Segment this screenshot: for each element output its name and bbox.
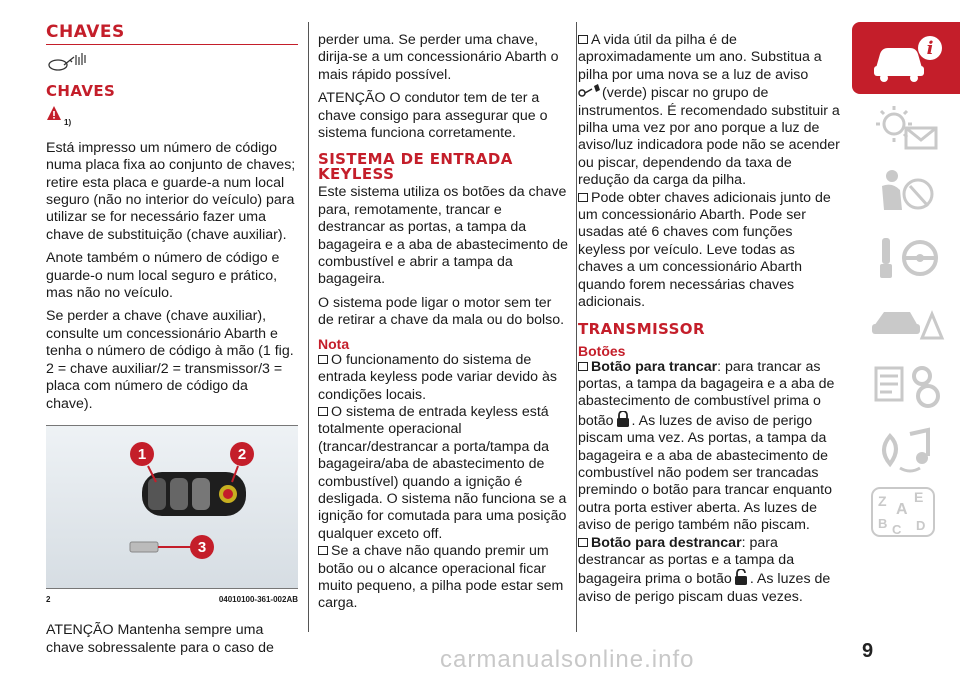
- warning-marker: 1): [46, 105, 298, 131]
- svg-text:D: D: [916, 518, 926, 533]
- column-1: [46, 22, 298, 663]
- section-title-chaves: CHAVES: [46, 22, 125, 42]
- figure-label-3: 3: [197, 538, 207, 556]
- svg-text:B: B: [878, 516, 888, 531]
- multimedia-icon: [870, 420, 950, 476]
- warning-lights-icon: [870, 100, 950, 156]
- note-item: Se a chave não quando premir um botão ou o alcance operacional ficar muito pequeno, a pilha pode estar sem carga.: [318, 543, 564, 612]
- bullet-item: A vida útil da pilha é de aproximadamente um ano. Substitua a pilha por uma nova se a luz de aviso (verde) piscar no grupo de instrumentos. É recomendado substituir a pilha uma vez por ano porque a luz de aviso/luz indicadora pode não se acender ou piscar, dependendo da taxa de redução da carga da pilha.: [578, 32, 840, 189]
- column-divider: [308, 22, 309, 632]
- lock-icon: [616, 411, 630, 427]
- figure-caption: [46, 591, 298, 608]
- tab-safety[interactable]: [852, 158, 960, 222]
- bullet-box-icon: [318, 407, 328, 416]
- tab-emergency[interactable]: [852, 286, 960, 350]
- tab-warning-lights[interactable]: [852, 94, 960, 158]
- tab-maintenance[interactable]: [852, 350, 960, 414]
- bullet-box-icon: [578, 538, 588, 547]
- column-3: [578, 32, 840, 612]
- bullet-box-icon: [318, 546, 328, 555]
- section-title-transmissor: TRANSMISSOR: [578, 319, 705, 338]
- paragraph: ATENÇÃO Mantenha sempre uma chave sobressalente para o caso de: [46, 622, 274, 656]
- figure-label-2: 2: [237, 445, 247, 463]
- key-symbol-icon: [46, 51, 298, 78]
- tab-car-info[interactable]: [852, 22, 960, 94]
- bullet-box-icon: [318, 355, 328, 364]
- figure-number: 2: [46, 594, 51, 604]
- subheading-botoes: Botões: [578, 342, 626, 359]
- figure-label-1: 1: [137, 445, 147, 463]
- bullet-box-icon: [578, 193, 588, 202]
- unlock-icon: [734, 569, 748, 585]
- paragraph: Anote também o número de código e guarde-o num local seguro e prático, mas não no veículo.: [46, 250, 280, 302]
- section-title-keyless: SISTEMA DE ENTRADA KEYLESS: [318, 150, 513, 184]
- tab-starting-driving[interactable]: [852, 222, 960, 286]
- svg-text:E: E: [914, 489, 924, 505]
- key-battery-warning-icon: [578, 84, 602, 98]
- paragraph: O sistema pode ligar o motor sem ter de retirar a chave da mala ou do bolso.: [318, 294, 565, 329]
- svg-text:i: i: [926, 38, 934, 59]
- tab-index[interactable]: [852, 478, 960, 542]
- paragraph: Este sistema utiliza os botões da chave para, remotamente, trancar e destrancar as portas, a tampa da bagageira e a aba de abastecimento de combustível e abrir a tampa da bagageira.: [318, 184, 569, 288]
- bullet-box-icon: [578, 35, 588, 44]
- road-emergency-icon: [870, 292, 950, 348]
- chapter-tabs: [852, 22, 960, 542]
- note-item: O funcionamento do sistema de entrada keyless pode variar devido às condições locais.: [318, 351, 557, 403]
- car-info-icon: [870, 28, 950, 88]
- svg-text:Z: Z: [878, 493, 887, 509]
- key-steering-icon: [870, 228, 950, 284]
- service-icon: [870, 356, 950, 412]
- paragraph: Está impresso um número de código numa placa fixa ao conjunto de chaves; retire esta placa e guarde-a num local seguro (não no interior do veículo) para utilizar se for necessário fazer uma chave de substituição (chave auxiliar).: [46, 139, 296, 243]
- warning-triangle-icon: [46, 105, 62, 121]
- figure-code: 04010100-361-002AB: [218, 594, 298, 604]
- svg-text:A: A: [896, 501, 908, 518]
- tab-multimedia[interactable]: [852, 414, 960, 478]
- index-icon: [870, 484, 950, 540]
- paragraph: perder uma. Se perder uma chave, dirija-se a um concessionário Abarth o mais rápido possível.: [318, 32, 559, 83]
- column-2: [318, 32, 570, 619]
- column-divider: [576, 22, 577, 632]
- svg-text:C: C: [892, 522, 902, 537]
- note-item: O sistema de entrada keyless está totalmente operacional (trancar/destrancar a porta/tampa da bagageira/aba de abastecimento de combustível) quando a ignição é desligada. O sistema não funciona se a ignição for comutada para uma posição qualquer exceto off.: [318, 403, 567, 542]
- note-heading: Nota: [318, 335, 350, 352]
- bullet-item: Botão para destrancar: para destrancar as portas e a tampa da bagageira prima o botão . As luzes de aviso de perigo piscam duas vezes.: [578, 534, 831, 605]
- key-figure: [46, 425, 298, 589]
- subsection-title-chaves: CHAVES: [46, 82, 116, 101]
- paragraph: ATENÇÃO O condutor tem de ter a chave consigo para assegurar que o sistema funciona corretamente.: [318, 90, 548, 142]
- bullet-item: Pode obter chaves adicionais junto de um concessionário Abarth. Pode ser usadas até 6 chaves com funções keyless por veículo. Leve todas as chaves a um concessionário Abarth quando forem necessárias chaves adicionais.: [578, 189, 831, 311]
- paragraph: Se perder a chave (chave auxiliar), consulte um concessionário Abarth e tenha o número de código à mão (1 fig. 2 = chave auxiliar/2 = transmissor/3 = placa com número de código da chave).: [46, 308, 294, 412]
- bullet-box-icon: [578, 362, 588, 371]
- bullet-item: Botão para trancar: para trancar as portas, a tampa da bagageira e a aba de abastecimento de combustível prima o botão . As luzes de aviso de perigo piscam uma vez. As portas, a tampa da bagageira e a aba de abastecimento de combustível não podem ser trancadas premindo o botão para trancar enquanto outra porta estiver aberta. As luzes de aviso de perigo também não piscam.: [578, 358, 835, 534]
- safety-icon: [870, 164, 950, 220]
- watermark: carmanualsonline.info: [440, 646, 695, 673]
- page-number: 9: [862, 640, 874, 662]
